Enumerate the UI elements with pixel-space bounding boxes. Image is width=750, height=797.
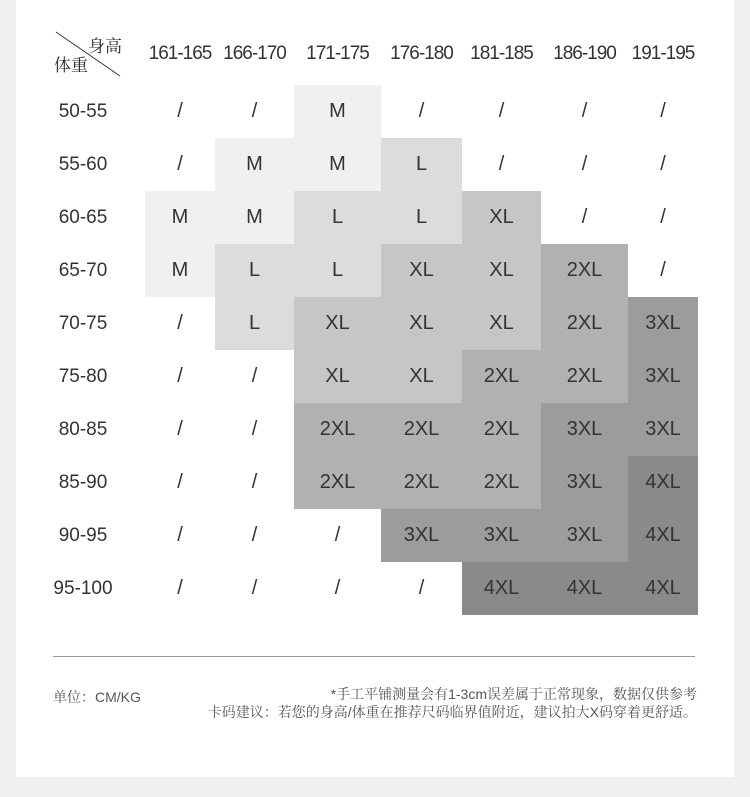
sizing-advice: 卡码建议：若您的身高/体重在推荐尺码临界值附近，建议拍大X码穿着更舒适。 [207,704,697,720]
size-cell: 4XL [628,509,698,562]
weight-label-70-75: 70-75 [58,313,108,334]
size-cell: XL [462,244,541,297]
size-cell: M [294,85,381,138]
size-cell: M [145,244,215,297]
size-cell: / [177,365,183,387]
size-cell: 3XL [628,403,698,456]
height-header-191-195: 191-195 [631,43,695,64]
size-cell: XL [294,297,381,350]
size-cell: 2XL [381,403,462,456]
weight-label-60-65: 60-65 [58,207,108,228]
footer-note [208,685,697,721]
size-cell: / [177,418,183,440]
size-cell: / [177,100,183,122]
size-cell: / [177,524,183,546]
size-cell: 4XL [541,562,628,615]
size-cell: 3XL [541,456,628,509]
size-cell: / [251,471,258,493]
size-cell: 3XL [541,509,628,562]
size-cell: / [251,100,258,122]
size-cell: / [660,153,666,175]
size-cell: 4XL [628,456,698,509]
size-cell: M [215,138,294,191]
size-cell: L [381,138,462,191]
size-cell: / [581,206,588,228]
size-cell: / [660,100,666,122]
size-cell: XL [462,297,541,350]
size-cell: XL [462,191,541,244]
measurement-note: *手工平铺测量会有1-3cm误差属于正常现象，数据仅供参考 [330,686,697,702]
size-cell: / [251,418,258,440]
size-cell: / [660,206,666,228]
size-cell: / [581,100,588,122]
weight-label-85-90: 85-90 [58,472,108,493]
size-cell: / [498,100,505,122]
size-cell: 3XL [628,297,698,350]
size-cell: / [251,577,258,599]
size-cell: 2XL [541,244,628,297]
height-header-176-180: 176-180 [390,43,453,64]
corner-weight-label: 体重 [54,56,88,75]
size-cell: 2XL [294,456,381,509]
size-cell: / [177,577,183,599]
size-cell: 4XL [628,562,698,615]
height-header-166-170: 166-170 [223,43,286,64]
weight-label-65-70: 65-70 [58,260,108,281]
weight-label-55-60: 55-60 [58,154,108,175]
weight-label-80-85: 80-85 [58,419,108,440]
size-cell: / [334,577,341,599]
size-cell: M [215,191,294,244]
unit-label: 单位：CM/KG [53,689,141,705]
size-cell: 2XL [462,350,541,403]
size-cell: 3XL [541,403,628,456]
size-cell: / [177,312,183,334]
size-cell: M [294,138,381,191]
size-cell: / [251,524,258,546]
size-cell: 4XL [462,562,541,615]
corner-height-label: 身高 [88,37,122,56]
weight-label-95-100: 95-100 [53,578,113,599]
size-cell: / [418,100,425,122]
size-cell: / [660,259,666,281]
size-cell: / [498,153,505,175]
height-header-171-175: 171-175 [306,43,369,64]
corner-header [54,30,122,78]
size-cell: XL [381,350,462,403]
size-cell: 2XL [462,456,541,509]
size-cell: / [418,577,425,599]
footer-divider [53,656,695,657]
size-cell: 2XL [541,297,628,350]
size-cell: 3XL [628,350,698,403]
weight-label-75-80: 75-80 [58,366,108,387]
size-cell: / [581,153,588,175]
weight-label-50-55: 50-55 [58,101,108,122]
size-cell: 2XL [294,403,381,456]
size-cell: 3XL [381,509,462,562]
size-cell: / [177,471,183,493]
size-cell: 2XL [381,456,462,509]
size-cell: L [215,297,294,350]
size-cell: 2XL [462,403,541,456]
height-header-186-190: 186-190 [553,43,616,64]
size-cell: 3XL [462,509,541,562]
size-cell: XL [381,244,462,297]
size-cell: L [294,191,381,244]
size-cell: 2XL [541,350,628,403]
size-cell: L [294,244,381,297]
size-cell: / [177,153,183,175]
height-header-161-165: 161-165 [148,43,212,64]
size-cell: L [381,191,462,244]
size-cell: / [251,365,258,387]
size-cell: XL [294,350,381,403]
weight-label-90-95: 90-95 [58,525,108,546]
size-cell: L [215,244,294,297]
size-cell: / [334,524,341,546]
height-header-181-185: 181-185 [470,43,533,64]
size-cell: M [145,191,215,244]
size-cell: XL [381,297,462,350]
